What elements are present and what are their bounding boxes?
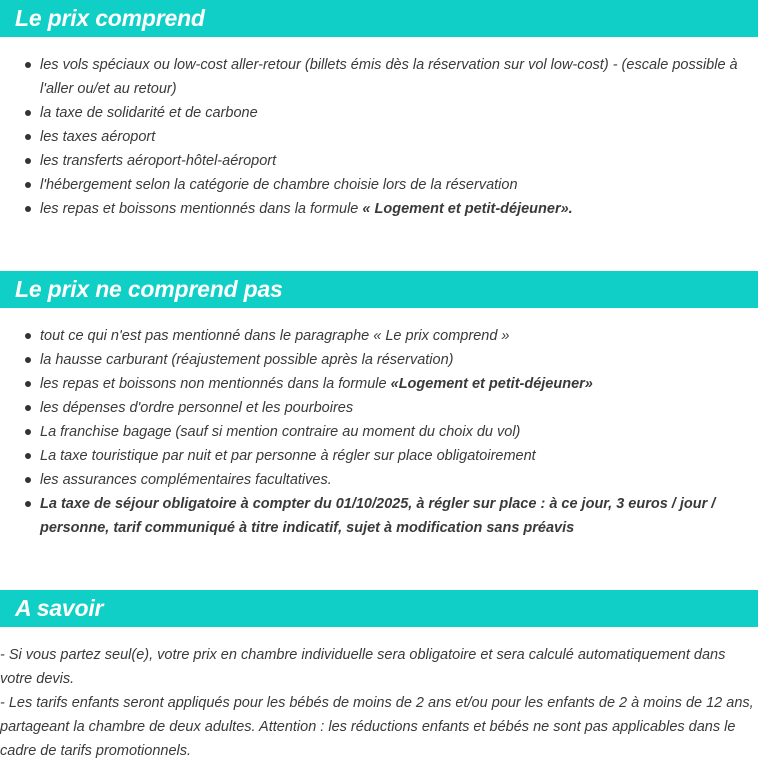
section-header-comprend [0,0,758,37]
list-item: les taxes aéroport [0,125,758,149]
list-item [0,197,758,221]
list-item: les assurances complémentaires facultatives. [0,468,758,492]
section-title: A savoir [15,595,104,621]
included-list [0,53,758,221]
item-text: les repas et boissons non mentionnés dans la formule [40,376,391,392]
list-item: tout ce qui n'est pas mentionné dans le paragraphe « Le prix comprend » [0,324,758,348]
sejour-tax-item: La taxe de séjour obligatoire à compter du 01/10/2025, à régler sur place : à ce jour, 3 euros / jour / personne, tarif communiqué à titre indicatif, sujet à modification sans préavis [0,492,758,540]
list-item [0,372,758,396]
list-item: La taxe touristique par nuit et par personne à régler sur place obligatoirement [0,444,758,468]
excluded-list [0,324,758,540]
formula-name: « Logement et petit-déjeuner». [362,201,573,217]
list-item: les vols spéciaux ou low-cost aller-retour (billets émis dès la réservation sur vol low-cost) - (escale possible à l'aller ou/et au retour) [0,53,758,101]
section-a-savoir [0,590,758,627]
a-savoir-text [0,643,756,763]
item-text: les repas et boissons mentionnés dans la formule [40,201,363,217]
list-item: les transferts aéroport-hôtel-aéroport [0,149,758,173]
info-paragraph: - Si vous partez seul(e), votre prix en chambre individuelle sera obligatoire et sera calculé automatiquement dans votre devis. [0,647,726,687]
info-paragraph: - Les tarifs enfants seront appliqués pour les bébés de moins de 2 ans et/ou pour les enfants de 2 à moins de 12 ans, partageant la chambre de deux adultes. Attention : les réductions enfants et bébés ne sont pas applicables dans le cadre de tarifs promotionnels. [0,695,754,759]
list-item: l'hébergement selon la catégorie de chambre choisie lors de la réservation [0,173,758,197]
section-prix-ne-comprend-pas [0,271,758,308]
formula-name: «Logement et petit-déjeuner» [390,376,593,392]
section-title: Le prix comprend [15,5,205,31]
list-item: la taxe de solidarité et de carbone [0,101,758,125]
list-item: la hausse carburant (réajustement possible après la réservation) [0,348,758,372]
list-item: les dépenses d'ordre personnel et les pourboires [0,396,758,420]
list-item: La franchise bagage (sauf si mention contraire au moment du choix du vol) [0,420,758,444]
section-title: Le prix ne comprend pas [15,276,283,302]
section-header-a-savoir [0,590,758,627]
section-prix-comprend [0,0,758,217]
section-header-ne-comprend-pas [0,271,758,308]
